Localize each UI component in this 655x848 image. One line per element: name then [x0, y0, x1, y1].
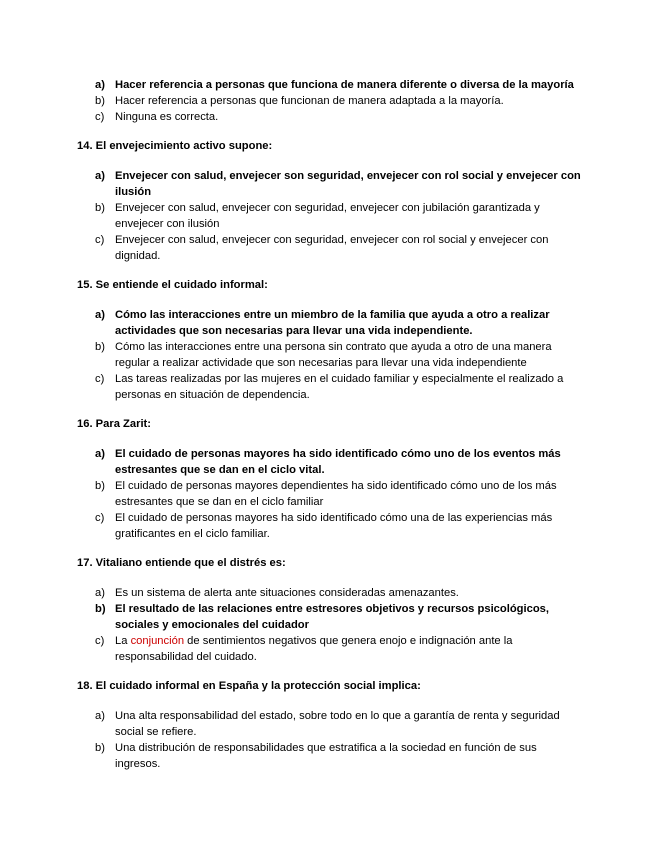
- q16-title: 16. Para Zarit:: [77, 418, 151, 430]
- q18-title: 18. El cuidado informal en España y la protección social implica:: [77, 680, 421, 692]
- q15-option-b: b) Cómo las interacciones entre una persona sin contrato que ayuda a otro de una manera regular a realizar actividade que son necesarias para llevar una vida independiente: [95, 341, 552, 369]
- q17-option-c: c) La conjunción de sentimientos negativos que genera enojo e indignación ante la responsabilidad del cuidado.: [95, 635, 513, 663]
- q13-option-b: b) Hacer referencia a personas que funcionan de manera adaptada a la mayoría.: [95, 95, 504, 107]
- q14-option-b: b) Envejecer con salud, envejecer con seguridad, envejecer con jubilación garantizada y envejecer con ilusión: [95, 202, 540, 230]
- q16-option-c: c) El cuidado de personas mayores ha sido identificado cómo una de las experiencias más gratificantes en el ciclo familiar.: [95, 512, 553, 540]
- q13-option-a: a) Hacer referencia a personas que funciona de manera diferente o diversa de la mayoría: [95, 79, 574, 91]
- q17-options: [77, 585, 582, 665]
- q18-options: [77, 708, 582, 772]
- q15-option-a: a) Cómo las interacciones entre un miembro de la familia que ayuda a otro a realizar actividades que son necesarias para llevar una vida independiente.: [95, 309, 550, 337]
- q18-option-a: a) Una alta responsabilidad del estado, sobre todo en lo que a garantía de renta y seguridad social se refiere.: [95, 710, 560, 738]
- q16-options: [77, 446, 582, 542]
- document-content: [77, 77, 582, 772]
- q13-options: [77, 77, 582, 125]
- q17-option-b: b) El resultado de las relaciones entre estresores objetivos y recursos psicológicos, sociales y emocionales del cuidador: [95, 603, 550, 631]
- q15-options: [77, 307, 582, 403]
- q16-option-a: a) El cuidado de personas mayores ha sido identificado cómo uno de los eventos más estresantes que se dan en el ciclo vital.: [95, 448, 561, 476]
- q16-option-b: b) El cuidado de personas mayores dependientes ha sido identificado cómo uno de los más estresantes que se dan en el ciclo familiar: [95, 480, 557, 508]
- q13-option-c: c) Ninguna es correcta.: [95, 111, 219, 123]
- q15-title: 15. Se entiende el cuidado informal:: [77, 279, 268, 291]
- q17-option-a: a) Es un sistema de alerta ante situaciones consideradas amenazantes.: [95, 587, 459, 599]
- q18-option-b: b) Una distribución de responsabilidades que estratifica a la sociedad en función de sus ingresos.: [95, 742, 537, 770]
- q14-title: 14. El envejecimiento activo supone:: [77, 140, 273, 152]
- q14-option-a: a) Envejecer con salud, envejecer son seguridad, envejecer con rol social y envejecer con ilusión: [95, 170, 581, 198]
- highlighted-word: conjunción: [130, 635, 185, 647]
- q17-title: 17. Vitaliano entiende que el distrés es:: [77, 557, 286, 569]
- q14-options: [77, 168, 582, 264]
- q15-option-c: c) Las tareas realizadas por las mujeres en el cuidado familiar y especialmente el realizado a personas en situación de dependencia.: [95, 373, 564, 401]
- q14-option-c: c) Envejecer con salud, envejecer con seguridad, envejecer con rol social y envejecer con dignidad.: [95, 234, 549, 262]
